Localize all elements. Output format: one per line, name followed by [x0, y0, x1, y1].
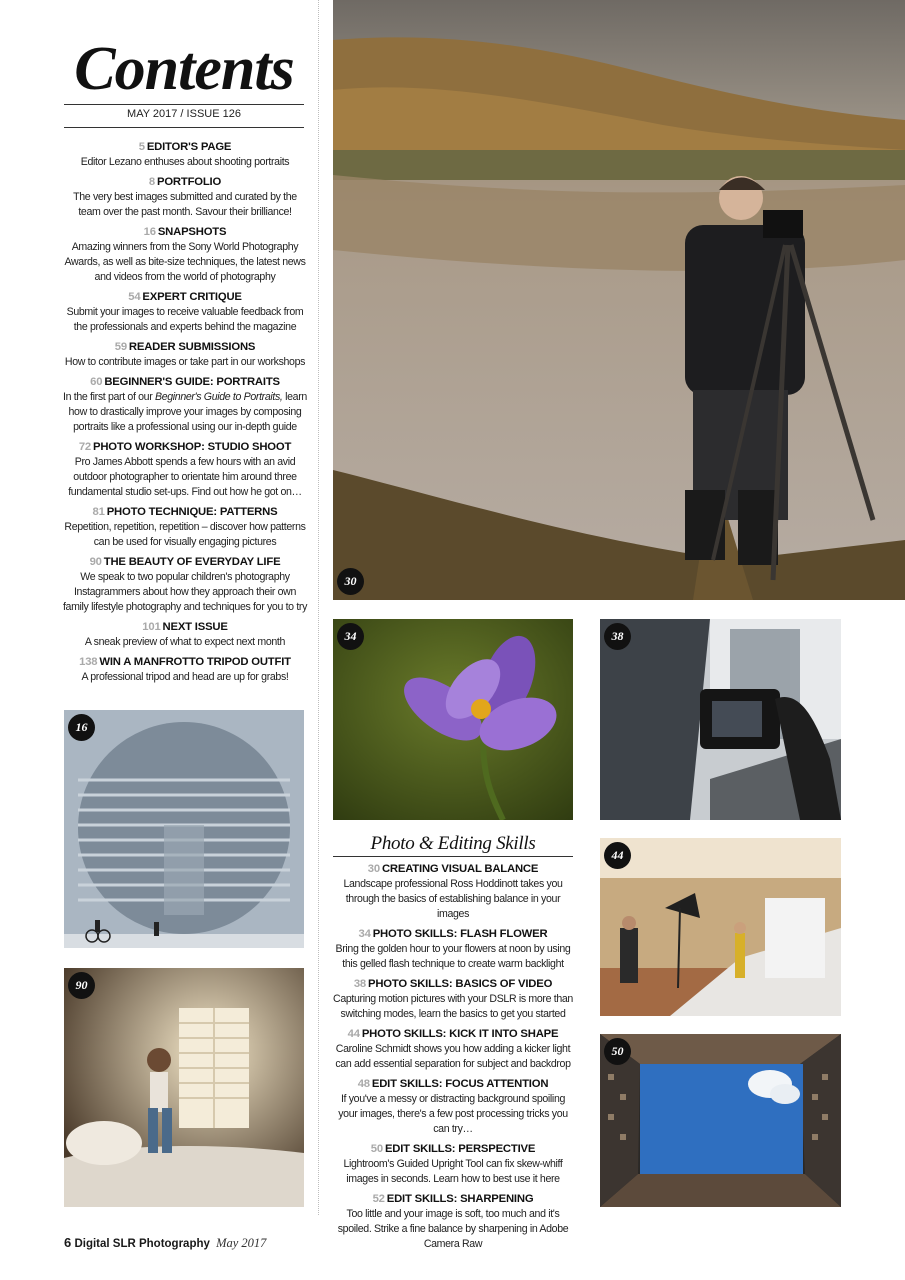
studio-photo[interactable]	[600, 838, 841, 1016]
toc-entry[interactable]	[62, 140, 308, 170]
skills-list	[331, 862, 575, 1257]
title-rule-bottom	[64, 127, 304, 128]
camera-photo-art	[600, 619, 841, 820]
page-footer	[64, 1235, 266, 1251]
toc-description: Submit your images to receive valuable feedback from the professionals and experts behind the magazine	[66, 306, 304, 333]
page-badge: 90	[68, 972, 95, 999]
child-photo-art	[64, 968, 304, 1207]
toc-title: WIN A MANFROTTO TRIPOD OUTFIT	[99, 656, 291, 668]
toc-title: EXPERT CRITIQUE	[142, 291, 242, 303]
toc-description: A professional tripod and head are up for grabs!	[81, 671, 289, 683]
toc-title: PHOTO WORKSHOP: STUDIO SHOOT	[93, 441, 292, 453]
toc-page-number: 5	[138, 141, 145, 153]
skills-page-number: 50	[370, 1143, 383, 1155]
page-badge: 30	[337, 568, 364, 595]
skills-description: If you've a messy or distracting background spoiling your images, there's a few post processing tricks you can try…	[338, 1093, 568, 1135]
page-title: Contents	[74, 35, 294, 103]
toc-page-number: 101	[142, 621, 161, 633]
toc-description-part: learn how to drastically improve your images by composing portraits like a professional using our in-depth guide	[68, 391, 307, 433]
toc-page-number: 72	[78, 441, 91, 453]
skills-entry[interactable]	[331, 1142, 575, 1187]
toc-entry[interactable]	[62, 655, 308, 685]
footer-page-number: 6	[64, 1235, 72, 1250]
landscape-photo-art	[333, 0, 905, 600]
issue-line: MAY 2017 / ISSUE 126	[127, 108, 241, 120]
toc-title: THE BEAUTY OF EVERYDAY LIFE	[103, 556, 281, 568]
toc-entry[interactable]	[62, 620, 308, 650]
toc-page-number: 54	[128, 291, 141, 303]
toc-page-number: 8	[148, 176, 155, 188]
building-photo[interactable]	[64, 710, 304, 948]
skills-page-number: 34	[358, 928, 371, 940]
studio-photo-art	[600, 838, 841, 1016]
page-badge: 38	[604, 623, 631, 650]
skills-description: Too little and your image is soft, too much and it's spoiled. Strike a fine balance by sharpening in Adobe Camera Raw	[337, 1208, 569, 1250]
toc-entry[interactable]	[62, 505, 308, 550]
page-badge: 34	[337, 623, 364, 650]
toc-title: EDITOR'S PAGE	[146, 141, 232, 153]
page-badge: 16	[68, 714, 95, 741]
skills-title: EDIT SKILLS: FOCUS ATTENTION	[371, 1078, 549, 1090]
footer-date: May 2017	[216, 1236, 267, 1250]
toc-page-number: 59	[114, 341, 127, 353]
toc-description: The very best images submitted and curated by the team over the past month. Savour their brilliance!	[73, 191, 297, 218]
skills-title: PHOTO SKILLS: BASICS OF VIDEO	[367, 978, 553, 990]
toc-title: NEXT ISSUE	[162, 621, 228, 633]
skills-page-number: 52	[372, 1193, 385, 1205]
column-divider	[318, 0, 319, 1215]
toc-page-number: 60	[90, 376, 103, 388]
skills-description: Landscape professional Ross Hoddinott takes you through the basics of establishing balance in your images	[343, 878, 563, 920]
toc-entry[interactable]	[62, 375, 308, 435]
skills-entry[interactable]	[331, 977, 575, 1022]
toc-list	[62, 140, 308, 690]
skills-description: Lightroom's Guided Upright Tool can fix skew-whiff images in seconds. Learn how to best use it here	[343, 1158, 563, 1185]
toc-entry[interactable]	[62, 290, 308, 335]
skills-title: EDIT SKILLS: SHARPENING	[386, 1193, 534, 1205]
skills-page-number: 38	[353, 978, 366, 990]
skills-title: PHOTO SKILLS: KICK IT INTO SHAPE	[361, 1028, 559, 1040]
skills-title: CREATING VISUAL BALANCE	[381, 863, 539, 875]
title-rule-top	[64, 104, 304, 105]
toc-entry[interactable]	[62, 440, 308, 500]
skills-description: Bring the golden hour to your flowers at noon by using this gelled flash technique to create warm backlight	[335, 943, 571, 970]
toc-description: Editor Lezano enthuses about shooting portraits	[80, 156, 290, 168]
toc-page-number: 90	[89, 556, 102, 568]
toc-title: BEGINNER'S GUIDE: PORTRAITS	[104, 376, 280, 388]
building-photo-art	[64, 710, 304, 948]
skills-title: EDIT SKILLS: PERSPECTIVE	[384, 1143, 536, 1155]
toc-description: Amazing winners from the Sony World Photography Awards, as well as bite-size techniques, the latest news and videos from the world of photography	[64, 241, 306, 283]
toc-page-number: 138	[79, 656, 98, 668]
toc-entry[interactable]	[62, 175, 308, 220]
sky-photo[interactable]	[600, 1034, 841, 1207]
skills-title: PHOTO SKILLS: FLASH FLOWER	[372, 928, 548, 940]
skills-description: Capturing motion pictures with your DSLR is more than switching modes, learn the basics to get you started	[333, 993, 573, 1020]
toc-description-italic: Beginner's Guide to Portraits,	[154, 391, 283, 403]
toc-description-part: In the first part of our	[63, 391, 155, 403]
skills-rule	[333, 856, 573, 857]
skills-page-number: 44	[347, 1028, 360, 1040]
toc-description: How to contribute images or take part in our workshops	[64, 356, 306, 368]
toc-title: PHOTO TECHNIQUE: PATTERNS	[106, 506, 278, 518]
page-badge: 44	[604, 842, 631, 869]
camera-photo[interactable]	[600, 619, 841, 820]
toc-description: We speak to two popular children's photography Instagrammers about how they approach their own family lifestyle photography and techniques for you to try	[62, 571, 308, 613]
sky-photo-art	[600, 1034, 841, 1207]
skills-page-number: 48	[357, 1078, 370, 1090]
skills-entry[interactable]	[331, 1192, 575, 1252]
toc-entry[interactable]	[62, 225, 308, 285]
toc-page-number: 16	[143, 226, 156, 238]
footer-magazine-name: Digital SLR Photography	[74, 1238, 210, 1250]
page-badge: 50	[604, 1038, 631, 1065]
toc-entry[interactable]	[62, 555, 308, 615]
skills-description: Caroline Schmidt shows you how adding a kicker light can add essential separation for subject and backdrop	[335, 1043, 571, 1070]
toc-description	[62, 390, 308, 435]
flower-photo-art	[333, 619, 573, 820]
skills-entry[interactable]	[331, 927, 575, 972]
landscape-photo[interactable]	[333, 0, 905, 600]
toc-title: PORTFOLIO	[156, 176, 222, 188]
toc-description: A sneak preview of what to expect next month	[84, 636, 286, 648]
toc-entry[interactable]	[62, 340, 308, 370]
child-photo[interactable]	[64, 968, 304, 1207]
toc-title: READER SUBMISSIONS	[128, 341, 256, 353]
skills-entry[interactable]	[331, 1027, 575, 1072]
skills-entry[interactable]	[331, 862, 575, 922]
skills-entry[interactable]	[331, 1077, 575, 1137]
toc-page-number: 81	[92, 506, 105, 518]
toc-description: Pro James Abbott spends a few hours with an avid outdoor photographer to orientate him around three fundamental studio set-ups. Find out how he got on…	[68, 456, 302, 498]
flower-photo[interactable]	[333, 619, 573, 820]
toc-title: SNAPSHOTS	[157, 226, 227, 238]
toc-description: Repetition, repetition, repetition – discover how patterns can be used for visually engaging pictures	[64, 521, 306, 548]
skills-heading: Photo & Editing Skills	[370, 833, 536, 854]
skills-page-number: 30	[367, 863, 380, 875]
